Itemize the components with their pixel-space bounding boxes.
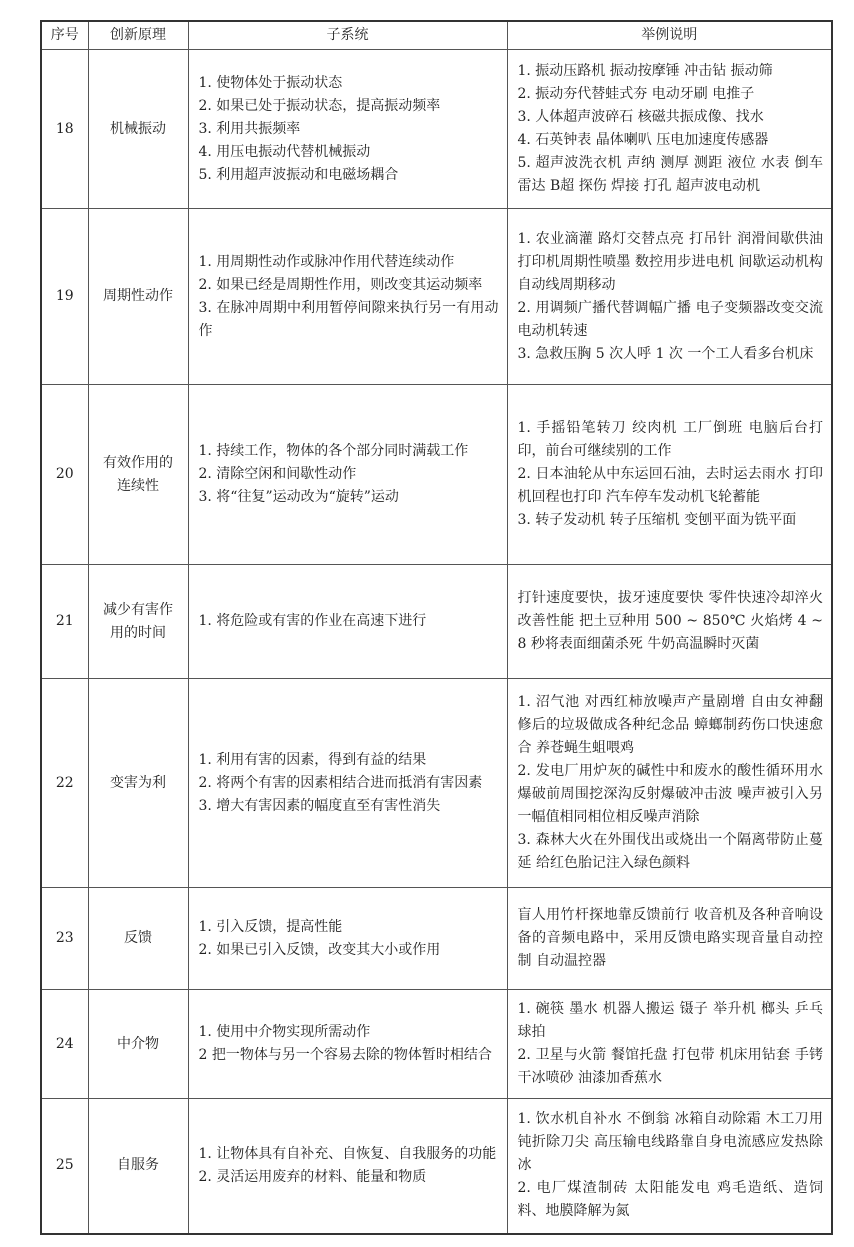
examples-item: 3. 森林大火在外围伐出或烧出一个隔离带防止蔓延 给红色胎记注入绿色颜料 xyxy=(517,832,823,871)
principle-name: 周期性动作 xyxy=(88,209,188,385)
subsystem-item: 1. 引入反馈，提高性能 xyxy=(198,918,343,935)
examples-cell xyxy=(507,385,832,565)
subsystem-cell xyxy=(188,385,507,565)
subsystem-cell xyxy=(188,990,507,1099)
header-row xyxy=(41,21,832,50)
examples-item: 2. 发电厂用炉灰的碱性中和废水的酸性循环用水 爆破前周围挖深沟反射爆破冲击波 噪声被引入另一幅值相同相位相反噪声消除 xyxy=(517,763,823,825)
examples-item: 打针速度要快，拔牙速度要快 零件快速冷却淬火改善性能 把土豆种用 500 ~ 850℃ 火焰烤 4 ~ 8 秒将表面细菌杀死 牛奶高温瞬时灭菌 xyxy=(517,590,823,652)
subsystem-item: 3. 增大有害因素的幅度直至有害性消失 xyxy=(198,797,441,814)
examples-item: 1. 农业滴灌 路灯交替点亮 打吊针 润滑间歇供油 打印机周期性喷墨 数控用步进电机 间歇运动机构 自动线周期移动 xyxy=(517,230,823,293)
subsystem-item: 2. 清除空闲和间歇性动作 xyxy=(198,466,357,482)
subsystem-item: 2. 将两个有害的因素相结合进而抵消有害因素 xyxy=(198,774,483,791)
subsystem-item: 5. 利用超声波振动和电磁场耦合 xyxy=(198,166,399,183)
table-row xyxy=(41,1099,832,1234)
subsystem-cell xyxy=(188,679,507,888)
examples-item: 3. 急救压胸 5 次人呼 1 次 一个工人看多台机床 xyxy=(517,345,814,362)
examples-cell xyxy=(507,990,832,1099)
subsystem-item: 1. 使用中介物实现所需动作 xyxy=(198,1024,371,1040)
row-number: 19 xyxy=(41,209,88,385)
subsystem-item: 1. 使物体处于振动状态 xyxy=(198,74,343,91)
header-subsystem: 子系统 xyxy=(188,21,507,50)
subsystem-item: 2. 灵活运用废弃的材料、能量和物质 xyxy=(198,1168,427,1185)
examples-cell xyxy=(507,888,832,990)
examples-item: 5. 超声波洗衣机 声纳 测厚 测距 液位 水表 倒车雷达 B超 探伤 焊接 打孔 超声波电动机 xyxy=(517,155,823,194)
examples-cell xyxy=(507,679,832,888)
row-number: 20 xyxy=(41,385,88,565)
subsystem-cell xyxy=(188,888,507,990)
examples-item: 2. 电厂煤渣制砖 太阳能发电 鸡毛造纸、造饲料、地膜降解为氮 xyxy=(517,1180,823,1220)
examples-item: 2. 振动夯代替蛙式夯 电动牙刷 电推子 xyxy=(517,86,755,102)
subsystem-item: 1. 用周期性动作或脉冲作用代替连续动作 xyxy=(198,253,455,270)
examples-item: 1. 振动压路机 振动按摩锤 冲击钻 振动筛 xyxy=(517,63,773,79)
examples-item: 1. 饮水机自补水 不倒翁 冰箱自动除霜 木工刀用钝折除刀尖 高压输电线路靠自身电流感应发热除冰 xyxy=(517,1111,823,1174)
principle-name: 减少有害作用的时间 xyxy=(88,565,188,679)
subsystem-item: 3. 在脉冲周期中利用暂停间隙来执行另一有用动作 xyxy=(198,299,499,339)
subsystem-item: 4. 用压电振动代替机械振动 xyxy=(198,143,371,160)
examples-item: 1. 手摇铅笔转刀 绞肉机 工厂倒班 电脑后台打印，前台可继续别的工作 xyxy=(517,420,823,459)
examples-item: 盲人用竹杆探地靠反馈前行 收音机及各种音响设备的音频电路中，采用反馈电路实现音量自动控制 自动温控器 xyxy=(517,907,823,969)
principle-name: 中介物 xyxy=(88,990,188,1099)
subsystem-item: 1. 将危险或有害的作业在高速下进行 xyxy=(198,613,427,629)
subsystem-item: 1. 利用有害的因素，得到有益的结果 xyxy=(198,751,427,768)
header-examples: 举例说明 xyxy=(507,21,832,50)
innovation-principles-table xyxy=(40,20,833,1235)
examples-item: 2. 卫星与火箭 餐馆托盘 打包带 机床用钻套 手铐 干冰喷砂 油漆加香蕉水 xyxy=(517,1047,823,1086)
subsystem-cell xyxy=(188,50,507,209)
table-row xyxy=(41,565,832,679)
table-row xyxy=(41,888,832,990)
table-row xyxy=(41,385,832,565)
table-row xyxy=(41,209,832,385)
principle-name: 有效作用的连续性 xyxy=(88,385,188,565)
examples-item: 3. 人体超声波碎石 核磁共振成像、找水 xyxy=(517,109,764,125)
subsystem-cell xyxy=(188,1099,507,1234)
table-row xyxy=(41,50,832,209)
principle-name: 反馈 xyxy=(88,888,188,990)
examples-item: 1. 沼气池 对西红柿放噪声产量剧增 自由女神翻修后的垃圾做成各种纪念品 蟑螂制药伤口快速愈合 养苍蝇生蛆喂鸡 xyxy=(517,694,823,756)
subsystem-item: 3. 将“往复”运动改为“旋转”运动 xyxy=(198,489,399,505)
table-row xyxy=(41,679,832,888)
principle-name: 机械振动 xyxy=(88,50,188,209)
subsystem-item: 2. 如果已引入反馈，改变其大小或作用 xyxy=(198,941,441,958)
principle-name: 自服务 xyxy=(88,1099,188,1234)
subsystem-item: 2 把一物体与另一个容易去除的物体暂时相结合 xyxy=(198,1047,492,1063)
row-number: 18 xyxy=(41,50,88,209)
header-principle: 创新原理 xyxy=(88,21,188,50)
examples-item: 3. 转子发动机 转子压缩机 变刨平面为铣平面 xyxy=(517,512,797,528)
row-number: 21 xyxy=(41,565,88,679)
row-number: 25 xyxy=(41,1099,88,1234)
examples-cell xyxy=(507,565,832,679)
subsystem-item: 2. 如果已经是周期性作用，则改变其运动频率 xyxy=(198,276,483,293)
examples-item: 4. 石英钟表 晶体喇叭 压电加速度传感器 xyxy=(517,132,769,148)
examples-cell xyxy=(507,1099,832,1234)
examples-cell xyxy=(507,209,832,385)
row-number: 23 xyxy=(41,888,88,990)
table-row xyxy=(41,990,832,1099)
examples-item: 2. 用调频广播代替调幅广播 电子变频器改变交流电动机转速 xyxy=(517,299,823,339)
subsystem-item: 1. 让物体具有自补充、自恢复、自我服务的功能 xyxy=(198,1145,497,1162)
row-number: 24 xyxy=(41,990,88,1099)
subsystem-item: 3. 利用共振频率 xyxy=(198,120,301,137)
subsystem-item: 1. 持续工作，物体的各个部分同时满载工作 xyxy=(198,443,469,459)
examples-item: 2. 日本油轮从中东运回石油，去时运去雨水 打印机回程也打印 汽车停车发动机飞轮蓄能 xyxy=(517,466,823,505)
header-number: 序号 xyxy=(41,21,88,50)
subsystem-item: 2. 如果已处于振动状态，提高振动频率 xyxy=(198,97,441,114)
examples-item: 1. 碗筷 墨水 机器人搬运 镊子 举升机 榔头 乒乓球拍 xyxy=(517,1001,823,1040)
subsystem-cell xyxy=(188,565,507,679)
subsystem-cell xyxy=(188,209,507,385)
row-number: 22 xyxy=(41,679,88,888)
examples-cell xyxy=(507,50,832,209)
principle-name: 变害为利 xyxy=(88,679,188,888)
